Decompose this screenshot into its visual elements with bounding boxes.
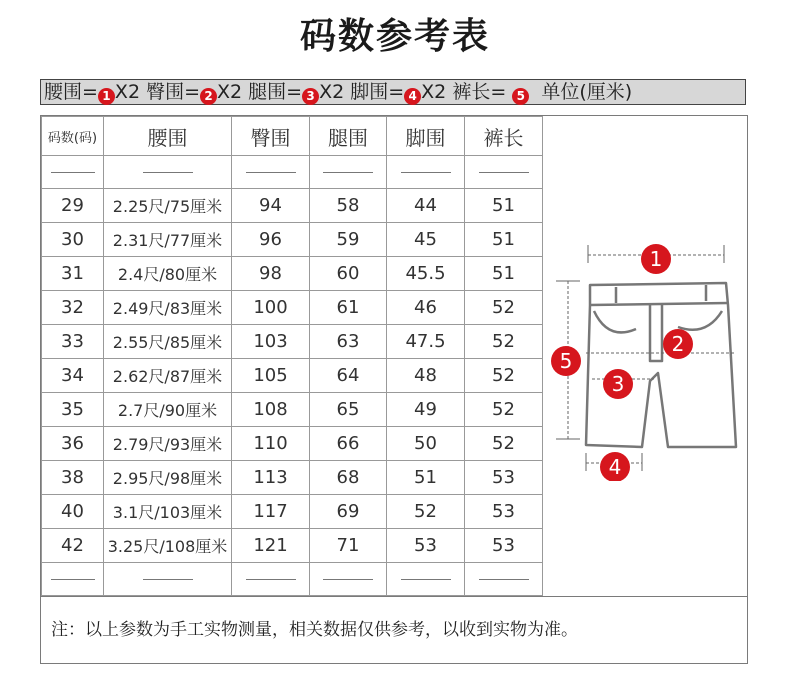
svg-text:3: 3 xyxy=(611,372,625,396)
cell-waist: 2.79尺/93厘米 xyxy=(104,427,232,461)
separator-row xyxy=(42,156,543,189)
formula-unit: 单位(厘米) xyxy=(541,81,633,103)
cell-waist: 2.95尺/98厘米 xyxy=(104,461,232,495)
note-text: 注：以上参数为手工实物测量，相关数据仅供参考，以收到实物为准。 xyxy=(41,596,747,663)
cell-hip: 113 xyxy=(232,461,310,495)
cell-size: 31 xyxy=(42,257,104,291)
table-row xyxy=(42,529,543,563)
cell-length: 53 xyxy=(465,495,543,529)
cell-length: 51 xyxy=(465,257,543,291)
cell-thigh: 64 xyxy=(310,359,387,393)
size-table xyxy=(41,116,543,596)
page-title: 码数参考表 xyxy=(299,16,490,57)
svg-text:5: 5 xyxy=(559,349,573,373)
cell-waist: 2.55尺/85厘米 xyxy=(104,325,232,359)
marker-4: 4 xyxy=(404,88,421,105)
table-row xyxy=(42,393,543,427)
formula-hip-label: 臀围= xyxy=(146,81,200,103)
cell-size: 30 xyxy=(42,223,104,257)
svg-text:2: 2 xyxy=(671,332,685,356)
cell-length: 52 xyxy=(465,359,543,393)
separator-row xyxy=(42,563,543,596)
cell-thigh: 66 xyxy=(310,427,387,461)
cell-length: 51 xyxy=(465,223,543,257)
measurement-formula-bar xyxy=(40,79,746,105)
table-row xyxy=(42,427,543,461)
diagram-marker-1 xyxy=(641,244,671,274)
cell-hip: 110 xyxy=(232,427,310,461)
cell-hip: 98 xyxy=(232,257,310,291)
cell-length: 53 xyxy=(465,529,543,563)
cell-size: 34 xyxy=(42,359,104,393)
header-hem: 脚围 xyxy=(387,117,465,156)
header-thigh: 腿围 xyxy=(310,117,387,156)
marker-2: 2 xyxy=(200,88,217,105)
cell-length: 53 xyxy=(465,461,543,495)
cell-waist: 2.25尺/75厘米 xyxy=(104,189,232,223)
cell-thigh: 59 xyxy=(310,223,387,257)
formula-thigh-label: 腿围= xyxy=(248,81,303,103)
table-header-row xyxy=(42,117,543,156)
table-row xyxy=(42,461,543,495)
cell-length: 52 xyxy=(465,427,543,461)
cell-waist: 2.4尺/80厘米 xyxy=(104,257,232,291)
cell-waist: 3.25尺/108厘米 xyxy=(104,529,232,563)
cell-length: 51 xyxy=(465,189,543,223)
cell-thigh: 69 xyxy=(310,495,387,529)
diagram-marker-2 xyxy=(663,329,693,359)
cell-waist: 2.31尺/77厘米 xyxy=(104,223,232,257)
table-row xyxy=(42,359,543,393)
table-row xyxy=(42,325,543,359)
cell-hem: 48 xyxy=(387,359,465,393)
marker-5: 5 xyxy=(512,88,529,105)
cell-size: 32 xyxy=(42,291,104,325)
svg-text:1: 1 xyxy=(649,247,663,271)
cell-length: 52 xyxy=(465,291,543,325)
marker-3: 3 xyxy=(302,88,319,105)
shorts-icon xyxy=(586,283,736,447)
marker-1: 1 xyxy=(98,88,115,105)
cell-waist: 2.62尺/87厘米 xyxy=(104,359,232,393)
cell-thigh: 65 xyxy=(310,393,387,427)
cell-thigh: 60 xyxy=(310,257,387,291)
cell-thigh: 68 xyxy=(310,461,387,495)
table-row xyxy=(42,223,543,257)
table-row xyxy=(42,291,543,325)
header-waist: 腰围 xyxy=(104,117,232,156)
cell-hem: 47.5 xyxy=(387,325,465,359)
diagram-marker-3 xyxy=(603,369,633,399)
cell-size: 35 xyxy=(42,393,104,427)
cell-waist: 3.1尺/103厘米 xyxy=(104,495,232,529)
cell-thigh: 71 xyxy=(310,529,387,563)
cell-hem: 45 xyxy=(387,223,465,257)
formula-times: X2 xyxy=(114,81,141,103)
header-length: 裤长 xyxy=(465,117,543,156)
table-row xyxy=(42,495,543,529)
cell-waist: 2.7尺/90厘米 xyxy=(104,393,232,427)
cell-hip: 100 xyxy=(232,291,310,325)
formula-times: X2 xyxy=(217,81,243,103)
cell-hem: 44 xyxy=(387,189,465,223)
cell-hem: 51 xyxy=(387,461,465,495)
header-hip: 臀围 xyxy=(232,117,310,156)
shorts-diagram xyxy=(546,241,746,481)
cell-size: 38 xyxy=(42,461,104,495)
cell-size: 33 xyxy=(42,325,104,359)
cell-hem: 50 xyxy=(387,427,465,461)
size-chart-sheet xyxy=(40,115,748,664)
cell-hip: 108 xyxy=(232,393,310,427)
formula-waist-label: 腰围= xyxy=(44,81,98,103)
svg-text:4: 4 xyxy=(608,455,622,479)
cell-hip: 103 xyxy=(232,325,310,359)
header-size: 码数(码) xyxy=(42,117,104,156)
formula-times: X2 xyxy=(421,81,447,103)
cell-hem: 53 xyxy=(387,529,465,563)
table-row xyxy=(42,257,543,291)
cell-size: 40 xyxy=(42,495,104,529)
cell-thigh: 58 xyxy=(310,189,387,223)
cell-thigh: 63 xyxy=(310,325,387,359)
cell-length: 52 xyxy=(465,393,543,427)
cell-hip: 121 xyxy=(232,529,310,563)
diagram-marker-4 xyxy=(600,452,630,481)
table-row xyxy=(42,189,543,223)
diagram-marker-5 xyxy=(551,346,581,376)
cell-hem: 46 xyxy=(387,291,465,325)
cell-hem: 52 xyxy=(387,495,465,529)
cell-hem: 49 xyxy=(387,393,465,427)
cell-length: 52 xyxy=(465,325,543,359)
formula-hem-label: 脚围= xyxy=(350,81,405,103)
cell-size: 29 xyxy=(42,189,104,223)
cell-hip: 117 xyxy=(232,495,310,529)
cell-hip: 94 xyxy=(232,189,310,223)
cell-hip: 105 xyxy=(232,359,310,393)
cell-size: 36 xyxy=(42,427,104,461)
formula-times: X2 xyxy=(319,81,345,103)
cell-thigh: 61 xyxy=(310,291,387,325)
cell-hem: 45.5 xyxy=(387,257,465,291)
cell-waist: 2.49尺/83厘米 xyxy=(104,291,232,325)
formula-length-label: 裤长= xyxy=(452,81,507,103)
cell-hip: 96 xyxy=(232,223,310,257)
cell-size: 42 xyxy=(42,529,104,563)
